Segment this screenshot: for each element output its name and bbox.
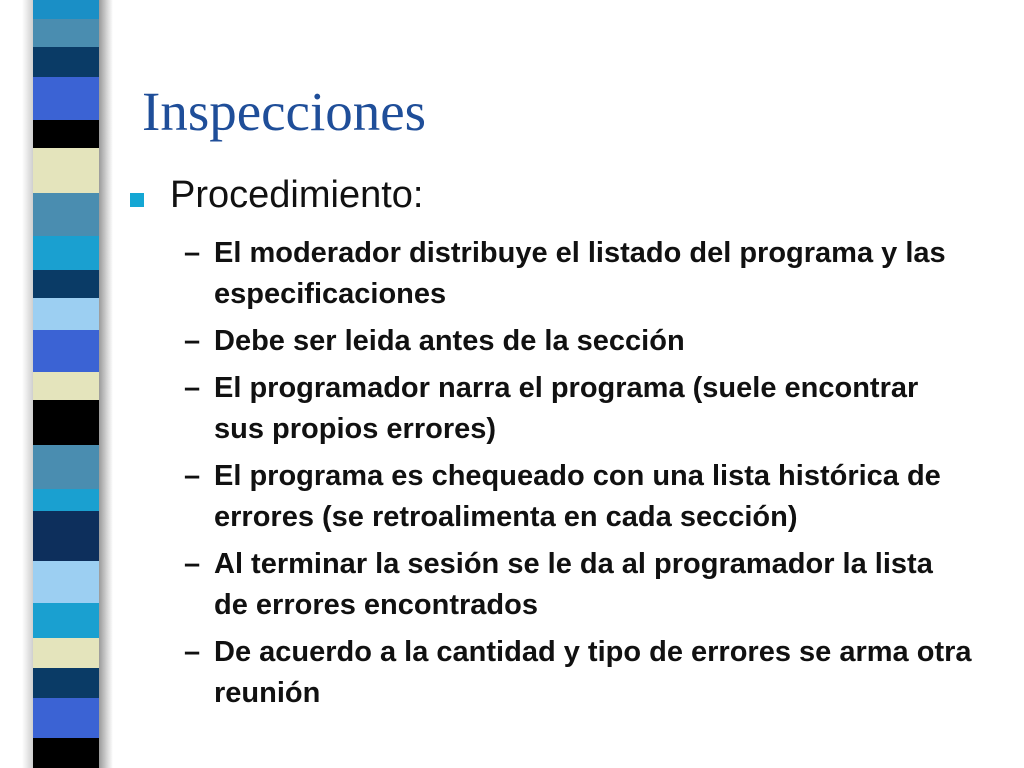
list-item-text: Al terminar la sesión se le da al programador la lista de errores encontrados bbox=[214, 548, 933, 621]
dash-bullet: – bbox=[184, 372, 201, 404]
strip-block bbox=[33, 698, 99, 738]
decorative-strip-shadow bbox=[99, 0, 113, 768]
strip-block bbox=[33, 47, 99, 77]
strip-block bbox=[33, 445, 99, 489]
strip-block bbox=[33, 298, 99, 330]
strip-block bbox=[33, 738, 99, 768]
strip-block bbox=[33, 270, 99, 298]
list-item bbox=[184, 632, 984, 714]
dash-bullet: – bbox=[184, 325, 201, 357]
strip-block bbox=[33, 603, 99, 638]
strip-block bbox=[33, 236, 99, 270]
list-item bbox=[184, 233, 984, 315]
list-item-text: Debe ser leida antes de la sección bbox=[214, 325, 685, 357]
strip-block bbox=[33, 489, 99, 511]
decorative-color-strip bbox=[33, 0, 99, 768]
dash-bullet: – bbox=[184, 237, 201, 269]
strip-block bbox=[33, 0, 99, 19]
dash-bullet: – bbox=[184, 636, 201, 668]
slide-title: Inspecciones bbox=[142, 81, 427, 142]
main-bullet-text: Procedimiento: bbox=[170, 174, 424, 216]
list-item-text: El moderador distribuye el listado del programa y las especificaciones bbox=[214, 237, 946, 310]
strip-block bbox=[33, 561, 99, 603]
strip-block bbox=[33, 638, 99, 668]
main-bullet bbox=[130, 173, 990, 219]
list-item-text: El programa es chequeado con una lista histórica de errores (se retroalimenta en cada sección) bbox=[214, 460, 941, 533]
strip-block bbox=[33, 120, 99, 148]
list-item-text: De acuerdo a la cantidad y tipo de errores se arma otra reunión bbox=[214, 636, 972, 709]
list-item bbox=[184, 368, 984, 450]
list-item bbox=[184, 544, 984, 626]
strip-block bbox=[33, 372, 99, 400]
square-bullet-icon bbox=[130, 193, 144, 207]
list-item bbox=[184, 321, 984, 362]
strip-block bbox=[33, 193, 99, 236]
list-item-text: El programador narra el programa (suele encontrar sus propios errores) bbox=[214, 372, 919, 445]
strip-block bbox=[33, 400, 99, 445]
strip-block bbox=[33, 668, 99, 698]
strip-block bbox=[33, 77, 99, 120]
dash-bullet: – bbox=[184, 460, 201, 492]
decorative-strip-shadow-left bbox=[22, 0, 33, 768]
dash-bullet: – bbox=[184, 548, 201, 580]
strip-block bbox=[33, 19, 99, 47]
strip-block bbox=[33, 330, 99, 372]
strip-block bbox=[33, 148, 99, 193]
list-item bbox=[184, 456, 984, 538]
sub-bullet-list bbox=[184, 233, 984, 720]
strip-block bbox=[33, 511, 99, 561]
